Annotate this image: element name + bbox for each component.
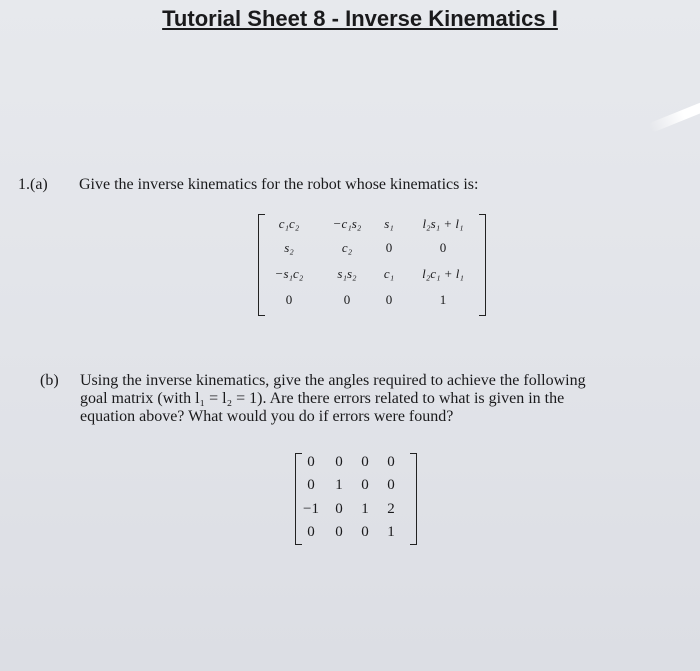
matrix-a-cell: s₂ — [284, 240, 294, 255]
matrix-a-cell: s₁s₂ — [337, 266, 357, 281]
matrix-a-cell: −s₁c₂ — [274, 266, 304, 281]
part-b-question — [80, 372, 680, 426]
matrix-a-cell: c₂ — [341, 240, 353, 255]
matrix-b-cell: 1 — [335, 477, 343, 493]
part-b-label: (b) — [40, 372, 59, 389]
matrix-a-cell: l₂s₁ + l₁ — [422, 216, 464, 231]
matrix-b-cell: 0 — [307, 477, 315, 493]
matrix-a-cell: −c₁s₂ — [332, 216, 362, 231]
matrix-b-cell: 1 — [387, 524, 395, 540]
matrix-b-cell: 0 — [307, 524, 315, 540]
matrix-a-cell: l₂c₁ + l₁ — [422, 266, 464, 281]
matrix-b-cell: −1 — [303, 501, 319, 517]
matrix-b-cell: 0 — [307, 454, 315, 470]
matrix-b-cell: 1 — [361, 501, 369, 517]
matrix-a-cell: s₁ — [384, 216, 394, 231]
light-glare — [648, 101, 700, 133]
question-text: Give the inverse kinematics for the robot whose kinematics is: — [79, 176, 479, 193]
matrix-a-cell: c₁c₂ — [278, 216, 300, 231]
matrix-b-cell: 0 — [361, 524, 369, 540]
matrix-b-cell: 0 — [335, 454, 343, 470]
matrix-a-cell: 0 — [385, 292, 393, 307]
matrix-a-cell: 0 — [285, 292, 293, 307]
matrix-a-cell: c₁ — [383, 266, 395, 281]
matrix-b-cell: 0 — [335, 501, 343, 517]
matrix-b-cell: 2 — [387, 501, 395, 517]
matrix-b-cell: 0 — [387, 454, 395, 470]
matrix-b-cell: 0 — [387, 477, 395, 493]
matrix-a-cell: 0 — [385, 240, 393, 255]
right-bracket — [410, 453, 417, 545]
matrix-b-cell: 0 — [361, 454, 369, 470]
page-title: Tutorial Sheet 8 - Inverse Kinematics I — [162, 6, 558, 31]
goal-matrix — [295, 453, 417, 545]
matrix-b-cell: 0 — [335, 524, 343, 540]
question-number: 1.(a) — [18, 176, 48, 193]
part-b-line: Using the inverse kinematics, give the angles required to achieve the following — [80, 372, 586, 389]
part-b-line: goal matrix (with l₁ = l₂ = 1). Are there errors related to what is given in the — [80, 390, 565, 407]
kinematics-matrix — [258, 214, 486, 316]
right-bracket — [479, 214, 486, 316]
matrix-a-cell: 0 — [343, 292, 351, 307]
matrix-b-cell: 0 — [361, 477, 369, 493]
matrix-a-cell: 0 — [439, 240, 447, 255]
matrix-a-cell: 1 — [439, 292, 447, 307]
part-b-line: equation above? What would you do if errors were found? — [80, 408, 454, 425]
